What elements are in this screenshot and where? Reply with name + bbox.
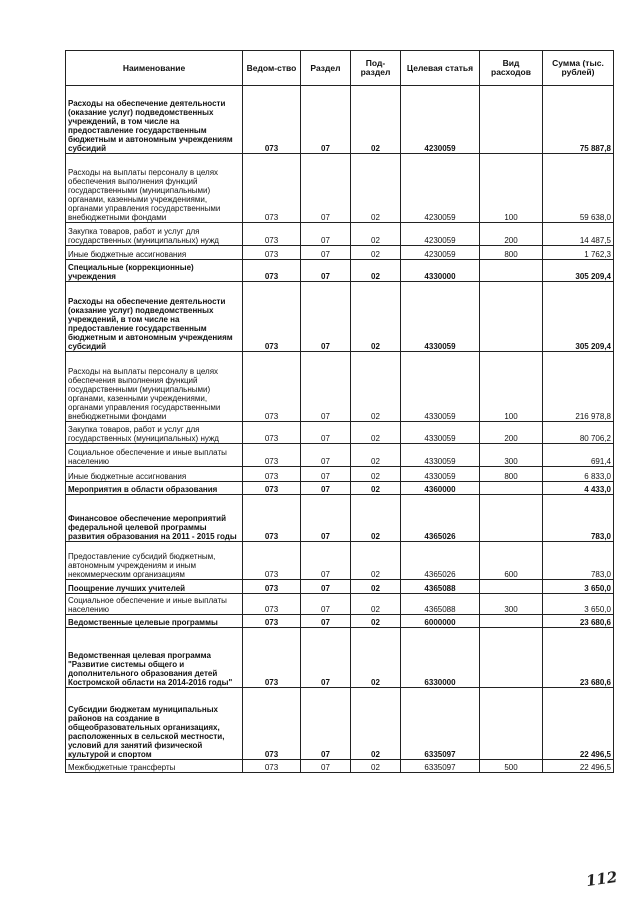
row-subsection: 02 xyxy=(351,594,401,615)
row-name: Закупка товаров, работ и услуг для государственных (муниципальных) нужд xyxy=(66,223,243,246)
row-subsection: 02 xyxy=(351,688,401,760)
row-target: 4330059 xyxy=(401,282,480,352)
row-dept: 073 xyxy=(243,615,301,628)
row-subsection: 02 xyxy=(351,352,401,422)
row-dept: 073 xyxy=(243,223,301,246)
header-amount: Сумма (тыс. рублей) xyxy=(543,51,614,86)
row-target: 4365088 xyxy=(401,594,480,615)
row-amount: 80 706,2 xyxy=(543,422,614,444)
row-name: Закупка товаров, работ и услуг для государственных (муниципальных) нужд xyxy=(66,422,243,444)
row-amount: 3 650,0 xyxy=(543,580,614,594)
row-exp-type xyxy=(480,628,543,688)
row-exp-type: 300 xyxy=(480,444,543,467)
row-name: Расходы на выплаты персоналу в целях обеспечения выполнения функций государственными (муниципальными) органами, казенными учреждениями, органами управления государственными внебюджетными фондами xyxy=(66,352,243,422)
row-section: 07 xyxy=(301,615,351,628)
row-section: 07 xyxy=(301,86,351,154)
row-subsection: 02 xyxy=(351,580,401,594)
row-section: 07 xyxy=(301,444,351,467)
row-target: 4330059 xyxy=(401,467,480,482)
row-dept: 073 xyxy=(243,422,301,444)
row-section: 07 xyxy=(301,246,351,260)
row-exp-type: 100 xyxy=(480,352,543,422)
header-target: Целевая статья xyxy=(401,51,480,86)
row-section: 07 xyxy=(301,467,351,482)
row-target: 6330000 xyxy=(401,628,480,688)
row-dept: 073 xyxy=(243,594,301,615)
table-row xyxy=(66,495,614,542)
row-exp-type: 200 xyxy=(480,223,543,246)
row-section: 07 xyxy=(301,495,351,542)
row-dept: 073 xyxy=(243,495,301,542)
row-section: 07 xyxy=(301,580,351,594)
row-subsection: 02 xyxy=(351,422,401,444)
row-exp-type: 200 xyxy=(480,422,543,444)
row-section: 07 xyxy=(301,760,351,773)
row-target: 4330059 xyxy=(401,422,480,444)
row-target: 6335097 xyxy=(401,688,480,760)
handwritten-page-number: 112 xyxy=(584,867,619,891)
table-row xyxy=(66,615,614,628)
row-dept: 073 xyxy=(243,482,301,495)
row-name: Ведомственные целевые программы xyxy=(66,615,243,628)
row-dept: 073 xyxy=(243,760,301,773)
row-subsection: 02 xyxy=(351,223,401,246)
row-exp-type xyxy=(480,482,543,495)
row-section: 07 xyxy=(301,542,351,580)
row-name: Поощрение лучших учителей xyxy=(66,580,243,594)
row-target: 4230059 xyxy=(401,154,480,223)
row-target: 4230059 xyxy=(401,86,480,154)
row-amount: 4 433,0 xyxy=(543,482,614,495)
row-section: 07 xyxy=(301,352,351,422)
row-subsection: 02 xyxy=(351,615,401,628)
row-exp-type xyxy=(480,282,543,352)
row-dept: 073 xyxy=(243,542,301,580)
row-amount: 305 209,4 xyxy=(543,260,614,282)
row-name: Иные бюджетные ассигнования xyxy=(66,246,243,260)
row-name: Финансовое обеспечение мероприятий федеральной целевой программы развития образования на 2011 - 2015 годы xyxy=(66,495,243,542)
row-name: Социальное обеспечение и иные выплаты населению xyxy=(66,594,243,615)
row-subsection: 02 xyxy=(351,154,401,223)
table-row xyxy=(66,282,614,352)
row-name: Ведомственная целевая программа "Развитие системы общего и дополнительного образования детей Костромской области на 2014-2016 годы" xyxy=(66,628,243,688)
row-name: Субсидии бюджетам муниципальных районов на создание в общеобразовательных организациях, расположенных в сельской местности, условий для занятий физической культурой и спортом xyxy=(66,688,243,760)
row-subsection: 02 xyxy=(351,542,401,580)
row-name: Расходы на выплаты персоналу в целях обеспечения выполнения функций государственными (муниципальными) органами, казенными учреждениями, органами управления государственными внебюджетными фондами xyxy=(66,154,243,223)
row-dept: 073 xyxy=(243,467,301,482)
row-name: Мероприятия в области образования xyxy=(66,482,243,495)
row-target: 4230059 xyxy=(401,223,480,246)
row-amount: 75 887,8 xyxy=(543,86,614,154)
header-name: Наименование xyxy=(66,51,243,86)
table-row xyxy=(66,422,614,444)
row-dept: 073 xyxy=(243,260,301,282)
row-section: 07 xyxy=(301,282,351,352)
row-target: 4330000 xyxy=(401,260,480,282)
row-dept: 073 xyxy=(243,154,301,223)
row-target: 4360000 xyxy=(401,482,480,495)
table-row xyxy=(66,580,614,594)
row-subsection: 02 xyxy=(351,246,401,260)
row-dept: 073 xyxy=(243,282,301,352)
row-amount: 59 638,0 xyxy=(543,154,614,223)
table-row xyxy=(66,594,614,615)
table-row xyxy=(66,223,614,246)
table-row xyxy=(66,444,614,467)
row-subsection: 02 xyxy=(351,760,401,773)
row-exp-type xyxy=(480,495,543,542)
row-exp-type xyxy=(480,86,543,154)
table-row xyxy=(66,760,614,773)
row-amount: 783,0 xyxy=(543,542,614,580)
row-exp-type: 600 xyxy=(480,542,543,580)
row-target: 4365026 xyxy=(401,542,480,580)
row-section: 07 xyxy=(301,260,351,282)
table-row xyxy=(66,628,614,688)
table-row xyxy=(66,482,614,495)
table-row xyxy=(66,542,614,580)
row-target: 4230059 xyxy=(401,246,480,260)
header-subsection: Под-раздел xyxy=(351,51,401,86)
row-subsection: 02 xyxy=(351,86,401,154)
table-row xyxy=(66,86,614,154)
budget-table xyxy=(65,50,614,773)
row-amount: 6 833,0 xyxy=(543,467,614,482)
row-dept: 073 xyxy=(243,628,301,688)
table-row xyxy=(66,467,614,482)
row-section: 07 xyxy=(301,154,351,223)
row-amount: 22 496,5 xyxy=(543,760,614,773)
row-subsection: 02 xyxy=(351,467,401,482)
row-amount: 23 680,6 xyxy=(543,628,614,688)
row-exp-type: 800 xyxy=(480,246,543,260)
row-target: 6000000 xyxy=(401,615,480,628)
row-exp-type: 800 xyxy=(480,467,543,482)
row-name: Расходы на обеспечение деятельности (оказание услуг) подведомственных учреждений, в том числе на предоставление государственным бюджетным и автономным учреждениям субсидий xyxy=(66,282,243,352)
row-amount: 22 496,5 xyxy=(543,688,614,760)
row-dept: 073 xyxy=(243,86,301,154)
row-target: 4365026 xyxy=(401,495,480,542)
row-section: 07 xyxy=(301,688,351,760)
row-exp-type xyxy=(480,260,543,282)
row-name: Расходы на обеспечение деятельности (оказание услуг) подведомственных учреждений, в том числе на предоставление государственным бюджетным и автономным учреждениям субсидий xyxy=(66,86,243,154)
row-amount: 1 762,3 xyxy=(543,246,614,260)
row-dept: 073 xyxy=(243,580,301,594)
row-dept: 073 xyxy=(243,444,301,467)
row-amount: 783,0 xyxy=(543,495,614,542)
table-header-row xyxy=(66,51,614,86)
header-exp-type: Вид расходов xyxy=(480,51,543,86)
row-dept: 073 xyxy=(243,246,301,260)
row-target: 4330059 xyxy=(401,352,480,422)
row-subsection: 02 xyxy=(351,444,401,467)
row-target: 4330059 xyxy=(401,444,480,467)
row-subsection: 02 xyxy=(351,282,401,352)
row-exp-type: 100 xyxy=(480,154,543,223)
row-name: Предоставление субсидий бюджетным, автономным учреждениям и иным некоммерческим организациям xyxy=(66,542,243,580)
row-section: 07 xyxy=(301,223,351,246)
row-dept: 073 xyxy=(243,688,301,760)
row-subsection: 02 xyxy=(351,628,401,688)
row-name: Межбюджетные трансферты xyxy=(66,760,243,773)
table-row xyxy=(66,260,614,282)
row-amount: 3 650,0 xyxy=(543,594,614,615)
row-exp-type xyxy=(480,580,543,594)
row-section: 07 xyxy=(301,594,351,615)
row-amount: 305 209,4 xyxy=(543,282,614,352)
row-exp-type xyxy=(480,688,543,760)
row-amount: 216 978,8 xyxy=(543,352,614,422)
row-name: Специальные (коррекционные) учреждения xyxy=(66,260,243,282)
header-section: Раздел xyxy=(301,51,351,86)
table-row xyxy=(66,246,614,260)
row-amount: 691,4 xyxy=(543,444,614,467)
row-amount: 23 680,6 xyxy=(543,615,614,628)
table-row xyxy=(66,154,614,223)
row-exp-type: 300 xyxy=(480,594,543,615)
row-name: Социальное обеспечение и иные выплаты населению xyxy=(66,444,243,467)
row-name: Иные бюджетные ассигнования xyxy=(66,467,243,482)
row-section: 07 xyxy=(301,628,351,688)
row-exp-type xyxy=(480,615,543,628)
row-amount: 14 487,5 xyxy=(543,223,614,246)
row-section: 07 xyxy=(301,482,351,495)
row-subsection: 02 xyxy=(351,482,401,495)
row-exp-type: 500 xyxy=(480,760,543,773)
table-row xyxy=(66,352,614,422)
row-target: 6335097 xyxy=(401,760,480,773)
row-subsection: 02 xyxy=(351,495,401,542)
row-dept: 073 xyxy=(243,352,301,422)
row-subsection: 02 xyxy=(351,260,401,282)
header-dept: Ведом-ство xyxy=(243,51,301,86)
table-row xyxy=(66,688,614,760)
row-target: 4365088 xyxy=(401,580,480,594)
row-section: 07 xyxy=(301,422,351,444)
